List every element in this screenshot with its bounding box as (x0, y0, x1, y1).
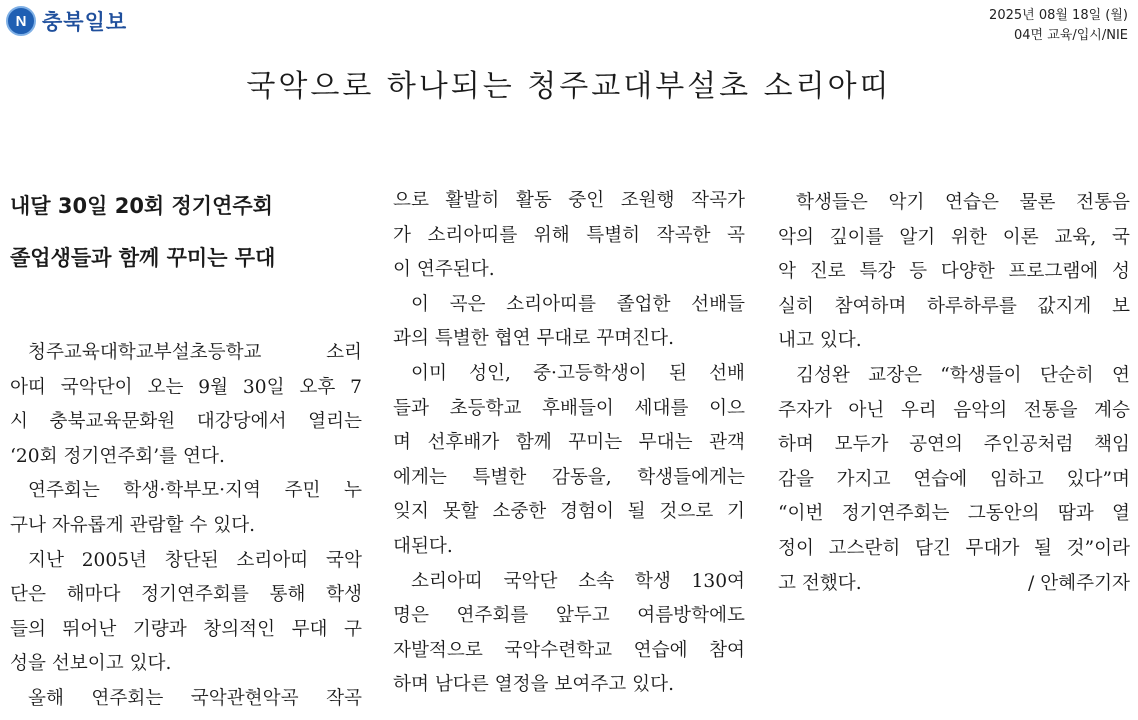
body-text-line: 하며 모두가 공연의 주인공처럼 책임 (778, 434, 1130, 456)
body-text-line: 김성완 교장은 “학생들이 단순히 연 (796, 364, 1130, 386)
body-text-line: 에게는 특별한 감동을, 학생들에게는 (393, 466, 745, 488)
body-text-line: 명은 연주회를 앞두고 여름방학에도 (393, 605, 745, 627)
body-text-line: 악의 깊이를 알기 위한 이론 교육, 국 (778, 226, 1130, 248)
body-text-line: 감을 가지고 연습에 임하고 있다”며 (778, 468, 1130, 490)
body-text-line: 단은 해마다 정기연주회를 통해 학생 (10, 584, 362, 606)
body-text-line: 자발적으로 국악수련학교 연습에 참여 (393, 639, 745, 661)
body-text-line: 올해 연주회는 국악관현악곡 작곡 (28, 687, 362, 709)
body-text-line: 악 진로 특강 등 다양한 프로그램에 성 (778, 261, 1130, 283)
publication-date: 2025년 08월 18일 (월) (989, 8, 1128, 23)
article-headline: 국악으로 하나되는 청주교대부설초 소리아띠 (246, 69, 892, 104)
body-text-line: 시 충북교육문화원 대강당에서 열리는 (10, 411, 362, 433)
logo-mark-icon: N (6, 6, 36, 36)
body-text-line: 내고 있다. (778, 330, 862, 352)
body-text-line: 과의 특별한 협연 무대로 꾸며진다. (393, 328, 675, 350)
body-text-line: 지난 2005년 창단된 소리아띠 국악 (28, 549, 362, 571)
body-text-line: 아띠 국악단이 오는 9월 30일 오후 7 (10, 376, 362, 398)
subhead-2: 졸업생들과 함께 꾸미는 무대 (10, 246, 276, 270)
body-text-line: 잊지 못할 소중한 경험이 될 것으로 기 (393, 501, 745, 523)
body-text-line: 실히 참여하며 하루하루를 값지게 보 (778, 295, 1130, 317)
newspaper-logo (6, 6, 127, 36)
subheads (10, 180, 362, 284)
dateline (989, 6, 1128, 46)
column-3-body (778, 186, 1130, 567)
body-text-line: 학생들은 악기 연습은 물론 전통음 (796, 192, 1130, 213)
body-text-line: 연주회는 학생·학부모·지역 주민 누 (28, 480, 362, 502)
column-1-body (10, 336, 362, 717)
body-text-line: 이미 성인, 중·고등학생이 된 선배 (411, 362, 745, 384)
body-text-line: “이번 정기연주회는 그동안의 땀과 열 (778, 503, 1130, 525)
body-text-line: 이 연주된다. (393, 259, 495, 281)
body-text-line: ‘20회 정기연주회’를 연다. (10, 445, 225, 467)
logo-text: 충북일보 (42, 10, 128, 34)
reporter-byline: / 안혜주기자 (1028, 572, 1130, 594)
article-column-3 (778, 186, 1130, 601)
body-text-line: 이 곡은 소리아띠를 졸업한 선배들 (411, 293, 745, 315)
body-text-line: 주자가 아닌 우리 음악의 전통을 계승 (778, 399, 1130, 421)
body-text-line: 성을 선보이고 있다. (10, 653, 172, 675)
body-text-line: 하며 남다른 열정을 보여주고 있다. (393, 674, 675, 696)
article-column-2 (393, 184, 745, 703)
body-text-line: 으로 활발히 활동 중인 조원행 작곡가 (393, 190, 745, 211)
body-text-line: 들과 초등학교 후배들이 세대를 이으 (393, 397, 745, 419)
body-text-line: 구나 자유롭게 관람할 수 있다. (10, 514, 256, 536)
closing-row (778, 567, 1130, 602)
body-text-line: 가 소리아띠를 위해 특별히 작곡한 곡 (393, 224, 745, 246)
body-text-line: 대된다. (393, 535, 453, 557)
article-column-1 (10, 180, 362, 717)
body-text-line: 청주교육대학교부설초등학교 소리 (28, 342, 362, 363)
body-text-line: 들의 뛰어난 기량과 창의적인 무대 구 (10, 618, 362, 640)
closing-line: 고 전했다. (778, 572, 862, 594)
body-text-line: 며 선후배가 함께 꾸미는 무대는 관객 (393, 432, 745, 454)
column-2-body (393, 184, 745, 703)
masthead (0, 0, 1138, 50)
page-section: 04면 교육/입시/NIE (1014, 28, 1128, 43)
subhead-1: 내달 30일 20회 정기연주회 (10, 194, 273, 218)
body-text-line: 소리아띠 국악단 소속 학생 130여 (411, 570, 745, 592)
body-text-line: 정이 고스란히 담긴 무대가 될 것”이라 (778, 537, 1130, 559)
